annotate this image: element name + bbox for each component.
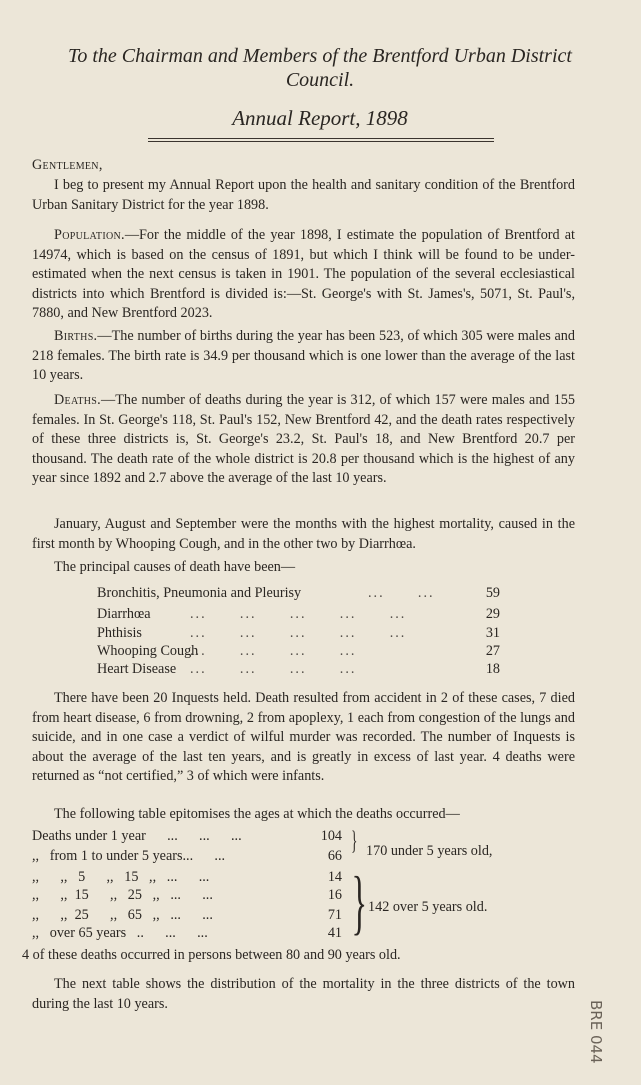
age-count: 66 [327,848,342,864]
births-paragraph [32,327,575,386]
age-label: ,, from 1 to under 5 years... ... [32,848,226,864]
cause-count: 31 [485,625,500,641]
age-count: 104 [320,828,342,844]
cause-leader-dots: ... ... ... ... ... [190,606,407,622]
cause-leader-dots: ... ... [368,585,435,601]
age-count: 41 [327,925,342,941]
population-paragraph [32,226,575,324]
deaths-heading: Deaths. [54,392,102,408]
over5-total: 142 over 5 years old. [368,899,488,915]
cause-label: Phthisis [97,625,142,641]
causes-intro: The principal causes of death have been— [54,559,296,575]
cause-label: Bronchitis, Pneumonia and Pleurisy [97,585,302,601]
cause-count: 59 [485,585,500,601]
aged-note: 4 of these deaths occurred in persons between 80 and 90 years old. [22,947,401,963]
report-title: Annual Report, 1898 [232,106,408,130]
births-text: —The number of births during the year has been 523, of which 305 were males and 218 females. The birth rate is 34.9 per thousand which is one lower than the average of the last 10 years. [32,328,575,384]
age-label: Deaths under 1 year ... ... ... [32,828,242,844]
brace-over5: } [351,862,368,942]
inquests-paragraph: There have been 20 Inquests held. Death resulted from accident in 2 of these cases, 7 died from heart disease, 6 from drowning, 2 from apoplexy, 1 each from congestion of the lungs and suicide, and in one case a verdict of wilful murder was recorded. The number of Inquests is about the average of the last ten years, and is greatly in excess of last year. 4 deaths were returned as “not certified,” 3 of which were infants. [32,690,575,785]
intro-paragraph: I beg to present my Annual Report upon the health and sanitary condition of the Brentford Urban Sanitary District for the year 1898. [32,177,575,213]
births-heading: Births. [54,328,98,344]
age-label: ,, ,, 5 ,, 15 ,, ... ... [32,869,210,885]
cause-label: Diarrhœa [97,606,151,622]
cause-leader-dots: ... ... ... ... [190,643,357,659]
next-table-paragraph: The next table shows the distribution of the mortality in the three districts of the town during the last 10 years. [32,976,575,1012]
ages-intro: The following table epitomises the ages at which the deaths occurred— [54,806,460,822]
age-label: ,, over 65 years .. ... ... [32,925,208,941]
archive-mark: BRE 044 [587,1000,605,1064]
cause-count: 29 [485,606,500,622]
title-rule-bottom [148,141,494,142]
title-rule-top [148,138,494,139]
brace-under5: } [351,826,358,855]
cause-label: Whooping Cough [97,643,199,659]
population-text: —For the middle of the year 1898, I estimate the population of Brentford at 14974, which is based on the census of 1891, but which I think will be found to be under-estimated when the next census is taken in 1901. The population of the several ecclesiastical districts into which Brentford is divided is:—St. George's with St. James's, 5071, St. Paul's, 7880, and New Brentford 2023. [32,227,575,322]
cause-count: 18 [485,661,500,677]
age-count: 16 [327,887,342,903]
cause-leader-dots: ... ... ... ... ... [190,625,407,641]
population-heading: Population. [54,227,125,243]
months-paragraph: January, August and September were the months with the highest mortality, caused in the first month by Whooping Cough, and in the other two by Diarrhœa. [32,516,575,552]
age-label: ,, ,, 15 ,, 25 ,, ... ... [32,887,213,903]
cause-label: Heart Disease [97,661,177,677]
salutation: Gentlemen, [32,157,103,173]
age-label: ,, ,, 25 ,, 65 ,, ... ... [32,907,213,923]
under5-total: 170 under 5 years old, [366,843,493,859]
age-count: 71 [327,907,342,923]
address-line-1: To the Chairman and Members of the Brentford Urban District [68,45,572,67]
age-count: 14 [327,869,342,885]
cause-count: 27 [485,643,500,659]
cause-leader-dots: ... ... ... ... [190,661,357,677]
address-line-2: Council. [285,69,355,91]
deaths-text: —The number of deaths during the year is 312, of which 157 were males and 155 females. In St. George's 118, St. Paul's 152, New Brentford 42, and the death rates respectively of these three districts is, St. George's 23.2, St. Paul's 18, and New Brentford 20.7 per thousand. The death rate of the whole district is 20.8 per thousand which is the highest of any year since 1892 and 2.7 above the average of the last 10 years. [32,392,575,487]
deaths-paragraph [32,391,575,489]
